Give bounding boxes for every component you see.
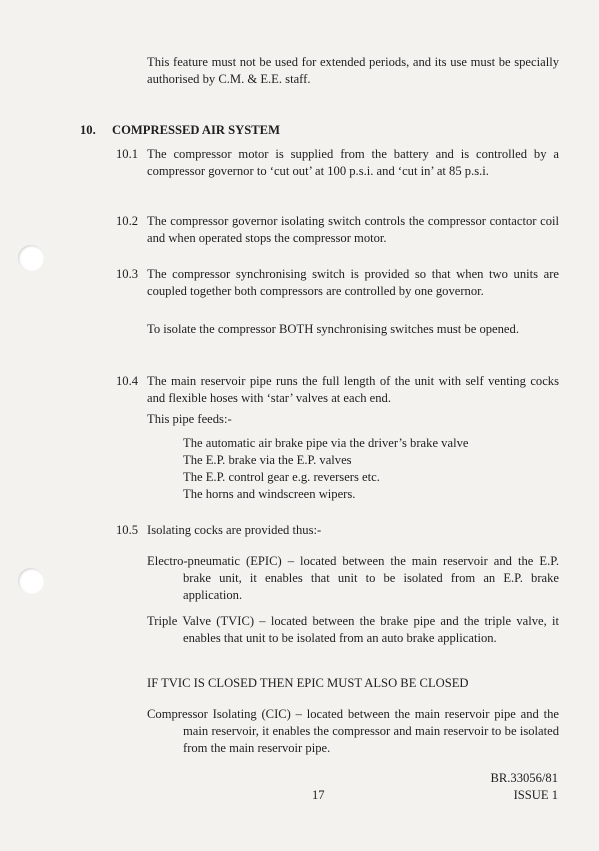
epic-description: Electro-pneumatic (EPIC) – located between the main reservoir and the E.P. brake unit, it enables that unit to be isolated from an E.P. brake application. [147,554,559,602]
cic-description: Compressor Isolating (CIC) – located between the main reservoir pipe and the main reservoir, it enables the compressor and main reservoir to be isolated from the main reservoir pipe. [147,707,559,755]
section-number: 10. [80,123,96,137]
item-number-10-4: 10.4 [116,374,139,388]
punch-hole [18,568,44,594]
page-number: 17 [312,788,325,802]
tvic-epic-warning: IF TVIC IS CLOSED THEN EPIC MUST ALSO BE CLOSED [147,676,469,690]
item-text-10-2: The compressor governor isolating switch controls the compressor contactor coil and when operated stops the compressor motor. [147,214,559,245]
intro-paragraph: This feature must not be used for extended periods, and its use must be specially authorised by C.M. & E.E. staff. [147,55,559,86]
item-number-10-2: 10.2 [116,214,139,228]
pipe-feeds-intro: This pipe feeds:- [147,412,232,426]
item-text-10-5: Isolating cocks are provided thus:- [147,523,322,537]
document-reference: BR.33056/81 [490,771,558,785]
issue-number: ISSUE 1 [513,788,558,802]
item-text-10-1: The compressor motor is supplied from the battery and is controlled by a compressor governor to ‘cut out’ at 100 p.s.i. and ‘cut in’ at 85 p.s.i. [147,147,559,178]
item-number-10-3: 10.3 [116,267,139,281]
item-text-10-3: The compressor synchronising switch is provided so that when two units are coupled together both compressors are controlled by one governor. [147,267,559,298]
item-number-10-1: 10.1 [116,147,139,161]
pipe-feed-item: The E.P. brake via the E.P. valves [183,453,352,467]
pipe-feed-item: The E.P. control gear e.g. reversers etc. [183,470,380,484]
section-title: COMPRESSED AIR SYSTEM [112,123,280,137]
pipe-feed-item: The horns and windscreen wipers. [183,487,356,501]
punch-hole [18,245,44,271]
pipe-feed-item: The automatic air brake pipe via the driver’s brake valve [183,436,469,450]
item-text-10-4: The main reservoir pipe runs the full length of the unit with self venting cocks and flexible hoses with ‘star’ valves at each end. [147,374,559,405]
item-number-10-5: 10.5 [116,523,139,537]
item-text-10-3-isolate: To isolate the compressor BOTH synchronising switches must be opened. [147,322,519,336]
tvic-description: Triple Valve (TVIC) – located between the brake pipe and the triple valve, it enables that unit to be isolated from an auto brake application. [147,614,559,645]
